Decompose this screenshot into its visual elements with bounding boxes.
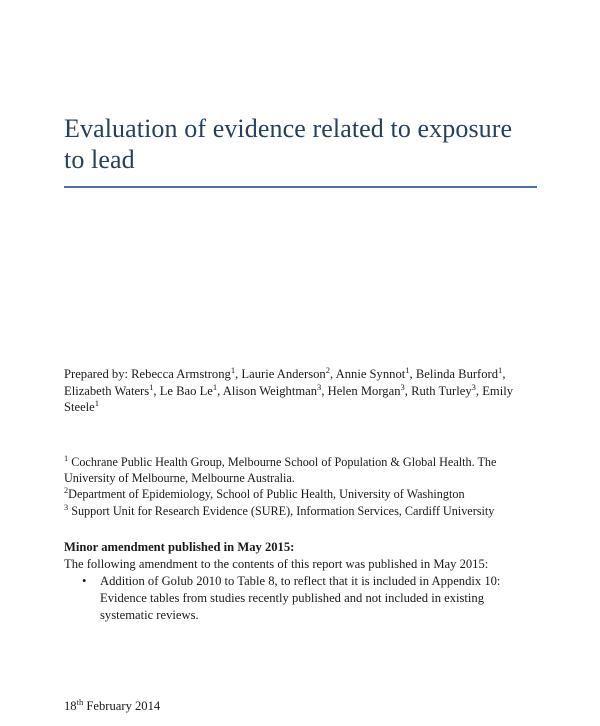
author-name: Ruth Turley — [411, 383, 472, 398]
author-affiliation-marker: 1 — [498, 364, 503, 375]
author-name: Helen Morgan — [327, 383, 401, 398]
bullet-icon: • — [82, 574, 87, 588]
author-name: Laurie Anderson — [241, 367, 326, 381]
author-entry: Elizabeth Waters$^1$, — [64, 381, 157, 398]
affiliation-marker: 2 — [64, 486, 69, 496]
page-title: Evaluation of evidence related to exposure to lead — [64, 114, 513, 174]
author-affiliation-marker: 1 — [149, 381, 154, 392]
list-item — [64, 573, 534, 624]
author-name: Annie Synnot — [335, 367, 406, 381]
affiliation-text: Support Unit for Research Evidence (SURE), Information Services, Cardiff University — [71, 503, 495, 518]
author-affiliation-marker: 2 — [325, 364, 330, 375]
document-date — [64, 698, 160, 714]
author-entry: Rebecca Armstrong$^1$, — [131, 364, 239, 381]
affiliation-marker: 3 — [64, 502, 69, 512]
author-entry: Laurie Anderson$^2$, — [241, 364, 334, 381]
author-affiliation-marker: 3 — [400, 381, 405, 392]
authors-block — [64, 366, 534, 416]
affiliation-marker: 1 — [64, 453, 69, 463]
author-entry: Helen Morgan$^3$, — [327, 381, 408, 398]
author-name: Le Bao Le — [159, 383, 213, 398]
date-day: 18 — [64, 699, 77, 713]
author-affiliation-marker: 3 — [317, 381, 322, 392]
affiliation-text: Department of Epidemiology, School of Public Health, University of Washington — [68, 487, 465, 502]
author-affiliation-marker: 1 — [230, 364, 236, 375]
amendment-block — [64, 539, 534, 624]
amendment-intro: The following amendment to the contents of this report was published in May 2015: — [64, 557, 489, 571]
amendment-list — [64, 573, 534, 624]
affiliation-item — [64, 486, 542, 502]
author-name: Elizabeth Waters — [64, 383, 150, 398]
affiliation-item — [64, 503, 542, 519]
author-entry: Le Bao Le$^1$, — [159, 381, 221, 398]
author-entry: Alison Weightman$^3$, — [222, 381, 325, 398]
affiliation-item — [64, 454, 542, 486]
title-block — [64, 113, 538, 188]
author-name: Rebecca Armstrong — [131, 367, 231, 381]
author-entry: Belinda Burford$^1$, — [415, 364, 506, 381]
list-item-text: Addition of Golub 2010 to Table 8, to reflect that it is included in Appendix 10: Evidence tables from studies recently published and not included in existing systematic reviews. — [100, 574, 501, 622]
author-affiliation-marker: 1 — [212, 381, 218, 392]
author-affiliation-marker: 1 — [405, 364, 410, 375]
author-entry: Annie Synnot$^1$, — [335, 364, 413, 381]
date-ordinal-suffix: th — [76, 696, 84, 707]
date-month-year: February 2014 — [83, 699, 161, 713]
affiliations-block — [64, 454, 542, 519]
author-affiliation-marker: 1 — [94, 398, 100, 408]
author-name: Alison Weightman — [222, 383, 318, 398]
affiliation-text: Cochrane Public Health Group, Melbourne School of Population & Global Health. The University of Melbourne, Melbourne Australia. — [64, 455, 497, 486]
authors-prefix: Prepared by: — [64, 367, 128, 381]
author-entry: Ruth Turley$^3$, — [411, 381, 480, 398]
author-name: Emily Steele — [64, 383, 514, 415]
author-name: Belinda Burford — [415, 367, 499, 381]
amendment-heading: Minor amendment published in May 2015: — [64, 540, 295, 554]
title-divider — [64, 186, 537, 188]
author-affiliation-marker: 3 — [471, 381, 476, 392]
